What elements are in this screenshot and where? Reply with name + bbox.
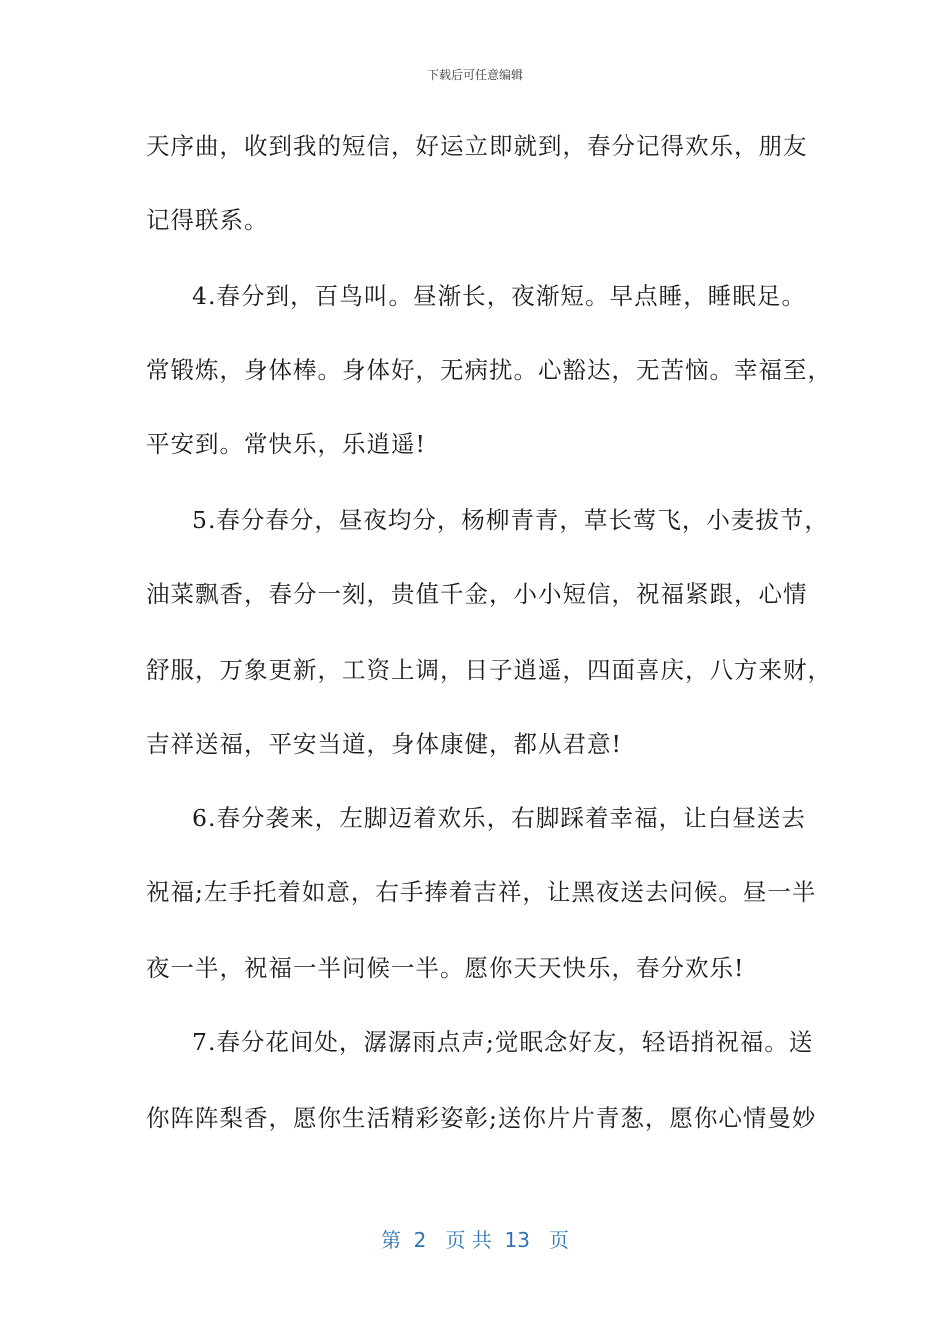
page-number-footer: 第 2 页 共 13 页	[380, 1228, 570, 1252]
body-line: 夜一半，祝福一半问候一半。愿你天天快乐，春分欢乐!	[146, 954, 745, 982]
body-line: 油菜飘香，春分一刻，贵值千金，小小短信，祝福紧跟，心情	[146, 580, 808, 608]
paragraph-4-start: 4.春分到，百鸟叫。昼渐长，夜渐短。早点睡，睡眠足。	[192, 282, 806, 310]
body-line: 吉祥送福，平安当道，身体康健，都从君意!	[146, 730, 622, 758]
paragraph-5-start: 5.春分春分，昼夜均分，杨柳青青，草长莺飞，小麦拔节，	[192, 506, 829, 534]
body-line: 天序曲，收到我的短信，好运立即就到，春分记得欢乐，朋友	[146, 132, 808, 160]
body-line: 你阵阵梨香，愿你生活精彩姿彰;送你片片青葱，愿你心情曼妙	[146, 1104, 817, 1132]
body-line: 平安到。常快乐，乐逍遥!	[146, 430, 426, 458]
body-line: 舒服，万象更新，工资上调，日子逍遥，四面喜庆，八方来财，	[146, 656, 832, 684]
body-line: 常锻炼，身体棒。身体好，无病扰。心豁达，无苦恼。幸福至，	[146, 356, 832, 384]
body-line: 祝福;左手托着如意，右手捧着吉祥，让黑夜送去问候。昼一半	[146, 878, 817, 906]
body-line: 记得联系。	[146, 206, 269, 234]
paragraph-6-start: 6.春分袭来，左脚迈着欢乐，右脚踩着幸福，让白昼送去	[192, 804, 806, 832]
paragraph-7-start: 7.春分花间处，潺潺雨点声;觉眠念好友，轻语捎祝福。送	[192, 1028, 814, 1056]
page-header: 下载后可任意编辑	[426, 68, 523, 82]
